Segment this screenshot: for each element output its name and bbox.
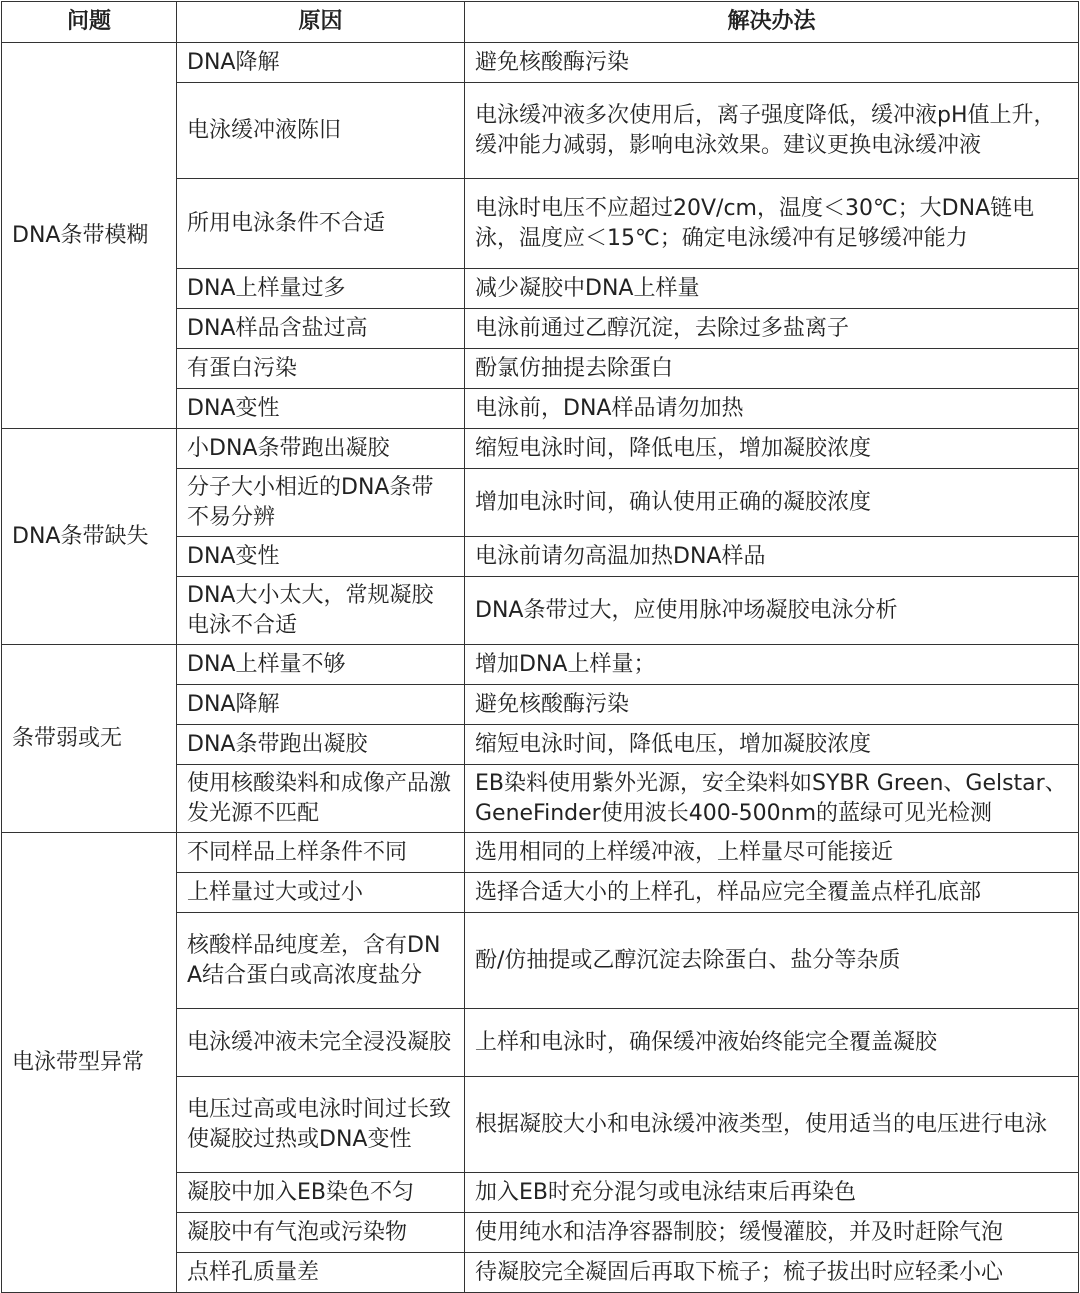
cause-cell: 电压过高或电泳时间过长致使凝胶过热或DNA变性: [177, 1077, 465, 1173]
header-solution: 解决办法: [465, 2, 1079, 43]
cause-cell: 上样量过大或过小: [177, 873, 465, 913]
troubleshooting-table: [1, 1, 1079, 1293]
solution-cell: 酚氯仿抽提去除蛋白: [465, 349, 1079, 389]
table-row: [2, 645, 1079, 685]
cause-cell: 不同样品上样条件不同: [177, 833, 465, 873]
solution-cell: 减少凝胶中DNA上样量: [465, 269, 1079, 309]
cause-cell: DNA条带跑出凝胶: [177, 725, 465, 765]
solution-cell: 避免核酸酶污染: [465, 685, 1079, 725]
problem-cell: 电泳带型异常: [2, 833, 177, 1293]
cause-cell: DNA大小太大，常规凝胶电泳不合适: [177, 577, 465, 645]
solution-cell: 使用纯水和洁净容器制胶；缓慢灌胶，并及时赶除气泡: [465, 1213, 1079, 1253]
solution-cell: 缩短电泳时间，降低电压，增加凝胶浓度: [465, 725, 1079, 765]
cause-cell: DNA样品含盐过高: [177, 309, 465, 349]
cause-cell: 所用电泳条件不合适: [177, 179, 465, 269]
table-row: [2, 43, 1079, 83]
problem-cell: DNA条带模糊: [2, 43, 177, 429]
cause-cell: 有蛋白污染: [177, 349, 465, 389]
solution-cell: 酚/仿抽提或乙醇沉淀去除蛋白、盐分等杂质: [465, 913, 1079, 1009]
solution-cell: 电泳前请勿高温加热DNA样品: [465, 537, 1079, 577]
solution-cell: 电泳前，DNA样品请勿加热: [465, 389, 1079, 429]
solution-cell: 电泳时电压不应超过20V/cm，温度＜30℃；大DNA链电泳，温度应＜15℃；确定电泳缓冲有足够缓冲能力: [465, 179, 1079, 269]
cause-cell: 凝胶中有气泡或污染物: [177, 1213, 465, 1253]
solution-cell: 增加电泳时间，确认使用正确的凝胶浓度: [465, 469, 1079, 537]
solution-cell: 选择合适大小的上样孔，样品应完全覆盖点样孔底部: [465, 873, 1079, 913]
solution-cell: 缩短电泳时间，降低电压，增加凝胶浓度: [465, 429, 1079, 469]
cause-cell: DNA上样量过多: [177, 269, 465, 309]
solution-cell: DNA条带过大，应使用脉冲场凝胶电泳分析: [465, 577, 1079, 645]
cause-cell: DNA降解: [177, 43, 465, 83]
cause-cell: 使用核酸染料和成像产品激发光源不匹配: [177, 765, 465, 833]
cause-cell: DNA变性: [177, 389, 465, 429]
problem-cell: 条带弱或无: [2, 645, 177, 833]
cause-cell: DNA变性: [177, 537, 465, 577]
cause-cell: 小DNA条带跑出凝胶: [177, 429, 465, 469]
problem-cell: DNA条带缺失: [2, 429, 177, 645]
solution-cell: 电泳前通过乙醇沉淀，去除过多盐离子: [465, 309, 1079, 349]
table-row: [2, 833, 1079, 873]
cause-cell: DNA降解: [177, 685, 465, 725]
cause-cell: 核酸样品纯度差，含有DNA结合蛋白或高浓度盐分: [177, 913, 465, 1009]
solution-cell: 上样和电泳时，确保缓冲液始终能完全覆盖凝胶: [465, 1009, 1079, 1077]
solution-cell: 根据凝胶大小和电泳缓冲液类型，使用适当的电压进行电泳: [465, 1077, 1079, 1173]
table-body: [2, 43, 1079, 1293]
solution-cell: EB染料使用紫外光源，安全染料如SYBR Green、Gelstar、GeneFinder使用波长400-500nm的蓝绿可见光检测: [465, 765, 1079, 833]
cause-cell: DNA上样量不够: [177, 645, 465, 685]
solution-cell: 电泳缓冲液多次使用后，离子强度降低，缓冲液pH值上升，缓冲能力减弱，影响电泳效果。建议更换电泳缓冲液: [465, 83, 1079, 179]
solution-cell: 选用相同的上样缓冲液，上样量尽可能接近: [465, 833, 1079, 873]
cause-cell: 凝胶中加入EB染色不匀: [177, 1173, 465, 1213]
cause-cell: 电泳缓冲液未完全浸没凝胶: [177, 1009, 465, 1077]
solution-cell: 待凝胶完全凝固后再取下梳子；梳子拔出时应轻柔小心: [465, 1253, 1079, 1293]
cause-cell: 电泳缓冲液陈旧: [177, 83, 465, 179]
header-row: [2, 2, 1079, 43]
cause-cell: 分子大小相近的DNA条带不易分辨: [177, 469, 465, 537]
solution-cell: 增加DNA上样量；: [465, 645, 1079, 685]
cause-cell: 点样孔质量差: [177, 1253, 465, 1293]
header-problem: 问题: [2, 2, 177, 43]
solution-cell: 避免核酸酶污染: [465, 43, 1079, 83]
table-header: [2, 2, 1079, 43]
solution-cell: 加入EB时充分混匀或电泳结束后再染色: [465, 1173, 1079, 1213]
header-cause: 原因: [177, 2, 465, 43]
table-row: [2, 429, 1079, 469]
